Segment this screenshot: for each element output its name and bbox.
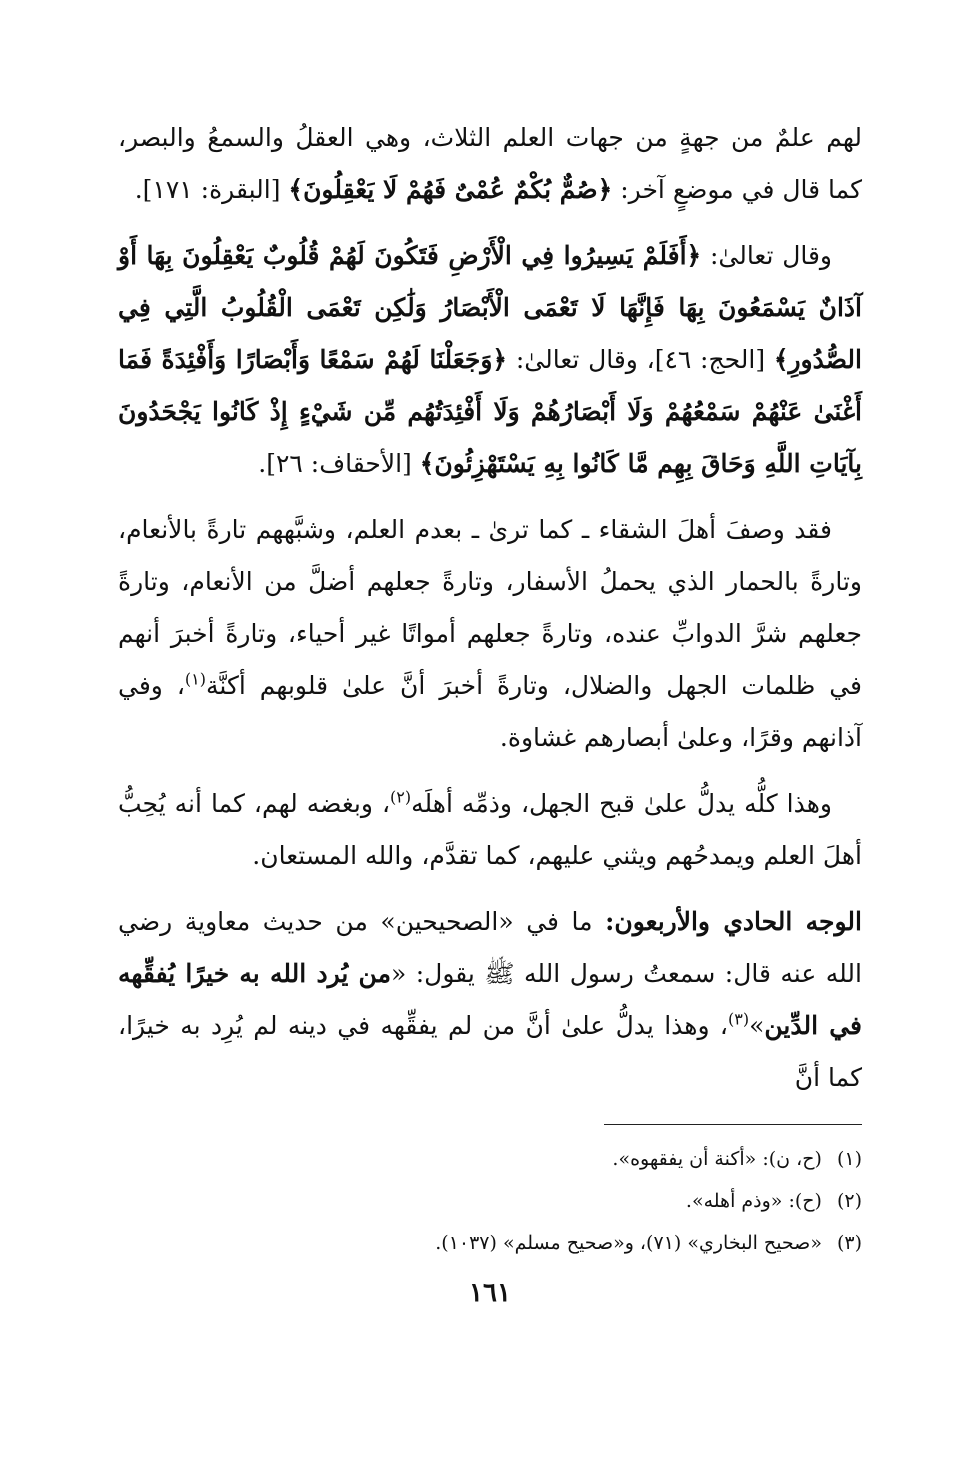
verse-reference: [الحج: ٤٦]، وقال تعالىٰ: bbox=[507, 345, 774, 374]
footnote-marker[interactable]: (٣) bbox=[728, 1009, 750, 1029]
page-number: ١٦١ bbox=[469, 1278, 511, 1308]
paragraph-text: ، وبغضه لهم، كما أنه يُحِبُّ أهلَ العلم ويمدحُهم ويثني عليهم، كما تقدَّم، والله المستعان. bbox=[118, 789, 862, 870]
paragraph-5 bbox=[118, 896, 862, 1104]
paragraph-text: ما في «الصحيحين» من حديث معاوية رضي الله عنه قال: سمعتُ رسول الله ﷺ يقول: « bbox=[118, 907, 862, 988]
paragraph-text: ، وهذا يدلُّ علىٰ أنَّ من لم يفقِّهه في دينه لم يُرِد به خيرًا، كما أنَّ bbox=[118, 1011, 862, 1092]
footnote-text: (ح): «وذم أهله». bbox=[685, 1190, 822, 1212]
paragraph-4 bbox=[118, 778, 862, 882]
footnotes bbox=[118, 1138, 862, 1264]
footnote-number: (١) bbox=[836, 1148, 862, 1170]
verse-reference: [البقرة: ١٧١]. bbox=[134, 175, 289, 204]
footnote-item bbox=[118, 1138, 862, 1180]
main-text bbox=[118, 112, 862, 1118]
paragraph-text: فقد وصفَ أهلَ الشقاء ـ كما ترىٰ ـ بعدم العلم، وشبَّههم تارةً بالأنعام، وتارةً بالحمار الذي يحملُ الأسفار، وتارةً جعلهم أضلَّ من الأنعام، وتارةً جعلهم شرَّ الدوابِّ عنده، وتارةً جعلهم أمواتًا غير أحياء، وتارةً أخبرَ أنهم في ظلمات الجهل والضلال، وتارةً أخبرَ أنَّ علىٰ قلوبهم أكنَّة bbox=[118, 515, 862, 700]
quran-verse: ﴿أَفَلَمْ يَسِيرُوا فِي الْأَرْضِ فَتَكُونَ لَهُمْ قُلُوبٌ يَعْقِلُونَ بِهَا أَوْ آذَانٌ يَسْمَعُونَ بِهَا فَإِنَّهَا لَا تَعْمَى الْأَبْصَارُ وَلَٰكِن تَعْمَى الْقُلُوبُ الَّتِي فِي الصُّدُورِ﴾ bbox=[118, 241, 862, 374]
footnote-marker[interactable]: (١) bbox=[184, 669, 207, 689]
footnote-number: (٣) bbox=[836, 1232, 862, 1254]
section-heading: الوجه الحادي والأربعون: bbox=[605, 907, 862, 936]
footnote-item bbox=[118, 1222, 862, 1264]
paragraph-3 bbox=[118, 504, 862, 764]
paragraph-text: وهذا كلُّه يدلُّ علىٰ قبح الجهل، وذمِّه أهلَه bbox=[411, 789, 832, 818]
quran-verse: ﴿وَجَعَلْنَا لَهُمْ سَمْعًا وَأَبْصَارًا وَأَفْئِدَةً فَمَا أَغْنَىٰ عَنْهُمْ سَمْعُهُمْ وَلَا أَبْصَارُهُمْ وَلَا أَفْئِدَتُهُم مِّن شَيْءٍ إِذْ كَانُوا يَجْحَدُونَ بِآيَاتِ اللَّهِ وَحَاقَ بِهِم مَّا كَانُوا بِهِ يَسْتَهْزِئُونَ﴾ bbox=[118, 345, 862, 478]
footnote-marker[interactable]: (٢) bbox=[390, 787, 412, 807]
paragraph-1 bbox=[118, 112, 862, 216]
footnote-divider bbox=[604, 1124, 862, 1125]
paragraph-text: ، وفي آذانهم وقرًا، وعلىٰ أبصارهم غشاوة. bbox=[118, 671, 862, 752]
paragraph-text: وقال تعالىٰ: bbox=[701, 241, 832, 270]
footnote-text: «صحيح البخاري» (٧١)، و«صحيح مسلم» (١٠٣٧). bbox=[435, 1232, 822, 1254]
footnote-item bbox=[118, 1180, 862, 1222]
footnote-text: (ح، ن): «أكنة أن يفقهوه». bbox=[612, 1148, 822, 1170]
paragraph-2 bbox=[118, 230, 862, 490]
hadith-text: من يُرد الله به خيرًا يُفقِّهه في الدِّين bbox=[118, 959, 862, 1040]
footnote-number: (٢) bbox=[836, 1190, 862, 1212]
paragraph-text: لهم علمٌ من جهةٍ من جهات العلم الثلاث، وهي العقلُ والسمعُ والبصر، كما قال في موضعٍ آخر: bbox=[118, 123, 862, 204]
verse-reference: [الأحقاف: ٢٦]. bbox=[258, 449, 420, 478]
paragraph-text: » bbox=[749, 1011, 765, 1040]
quran-verse: ﴿صُمٌّ بُكْمٌ عُمْىٌ فَهُمْ لَا يَعْقِلُونَ﴾ bbox=[288, 175, 613, 204]
